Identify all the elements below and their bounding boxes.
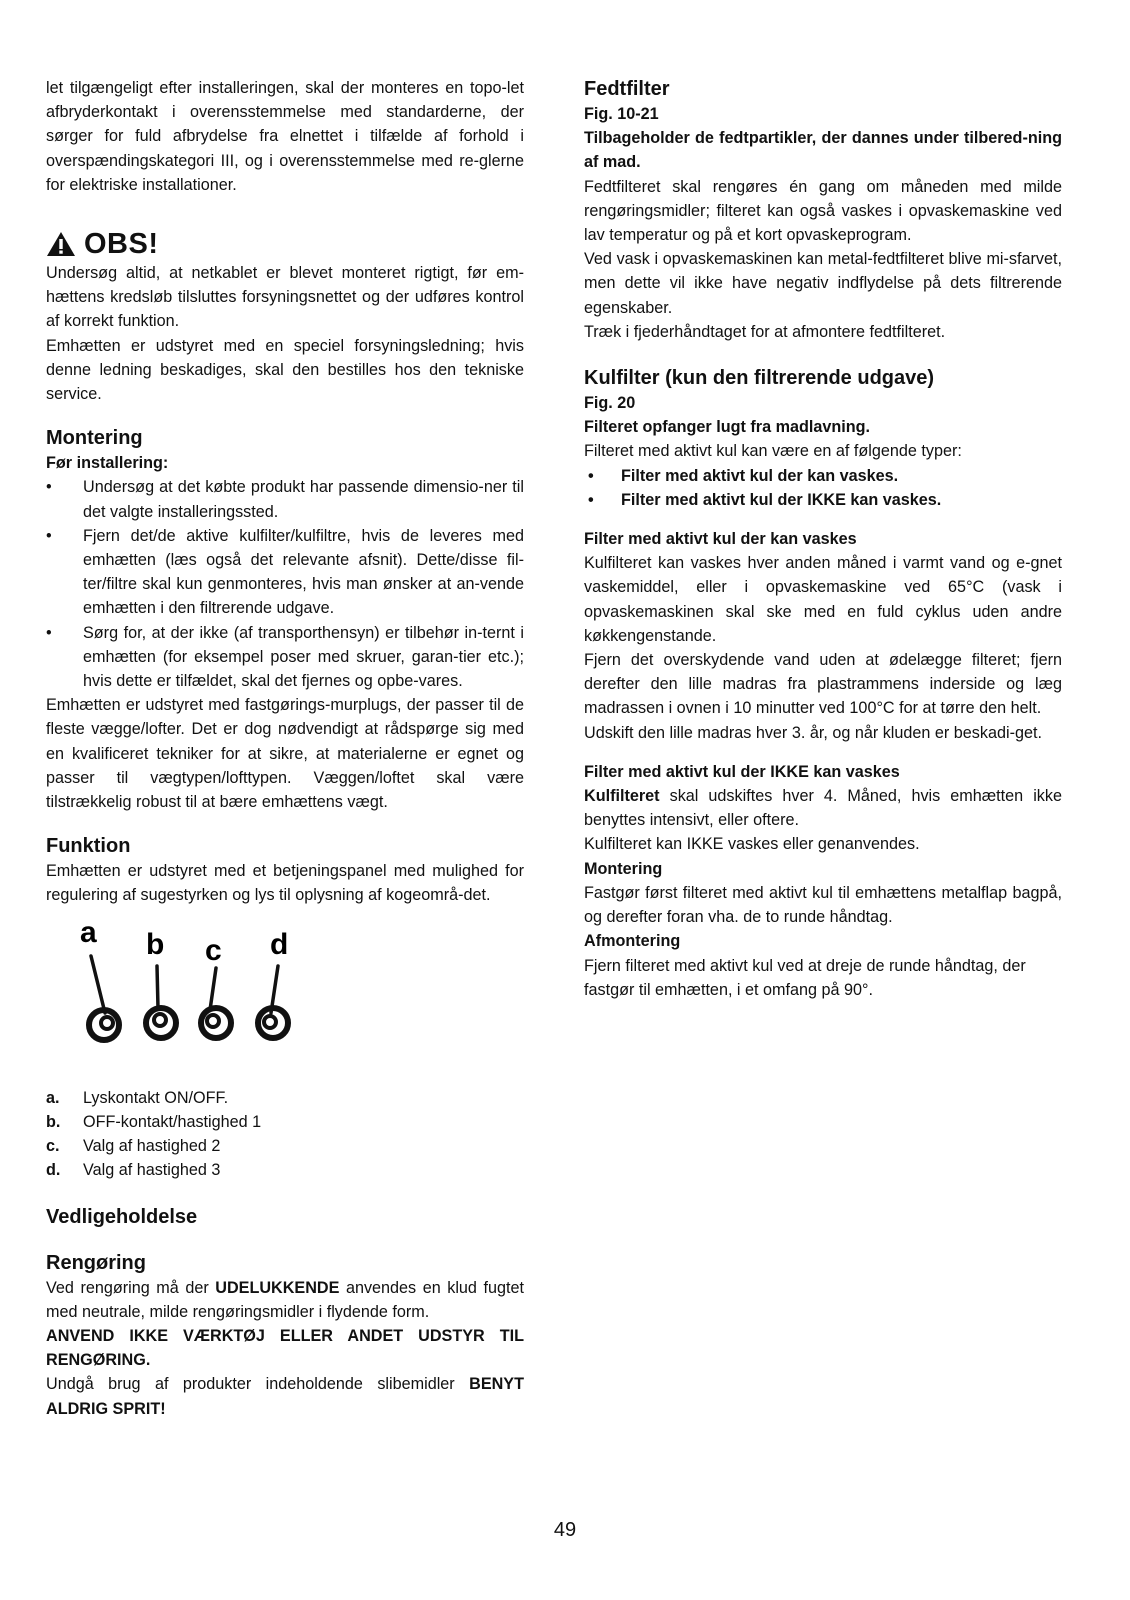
legend-text: OFF-kontakt/hastighed 1 bbox=[83, 1112, 262, 1131]
knob-b bbox=[146, 1008, 176, 1038]
montering-heading: Montering bbox=[46, 427, 143, 450]
knob-label-b: b bbox=[146, 927, 165, 961]
obs-heading bbox=[46, 227, 524, 261]
legend-key: a. bbox=[46, 1088, 60, 1107]
fedtfilter-paragraph-2: Ved vask i opvaskemaskinen kan metal-fedtfilteret blive mi-sfarvet, men dette vil ikke have negativ indflydelse på dets filtrerende egenskaber. bbox=[584, 250, 1062, 317]
afmontering-subheading: Afmontering bbox=[584, 932, 681, 951]
kulfilter-heading: Kulfilter (kun den filtrerende udgave) bbox=[584, 367, 935, 390]
legend-key: b. bbox=[46, 1112, 61, 1131]
legend-row bbox=[46, 1158, 524, 1182]
legend-text: Lyskontakt ON/OFF. bbox=[83, 1088, 229, 1107]
control-knobs-figure bbox=[60, 908, 320, 1058]
knob-label-c: c bbox=[205, 933, 222, 967]
vedligeholdelse-heading: Vedligeholdelse bbox=[46, 1205, 198, 1228]
legend-text: Valg af hastighed 2 bbox=[83, 1137, 221, 1156]
montering-paragraph: Emhætten er udstyret med fastgørings-murplugs, der passer til de fleste vægge/lofter. Det er dog nødvendigt at rådspørge sig med en kvalificeret tekniker for at sikre, at materialerne er egnet og passer til vægtypen/lofttypen. Væggen/loftet skal være tilstrækkelig robust til at bære emhættens vægt. bbox=[46, 696, 524, 812]
rengoring-warning: ANVEND IKKE VÆRKTØJ ELLER ANDET UDSTYR TIL RENGØRING. bbox=[46, 1326, 524, 1370]
fedtfilter-heading: Fedtfilter bbox=[584, 78, 670, 100]
rengoring-paragraph-1 bbox=[46, 1276, 524, 1324]
funktion-paragraph: Emhætten er udstyret med et betjeningspanel med mulighed for regulering af sugestyrken og lys til oplysning af kogeområ-det. bbox=[46, 862, 524, 905]
list-item: • Sørg for, at der ikke (af transporthensyn) er tilbehør in-ternt i emhætten (for eksempel poser med skruer, garan-tier etc.); hvis dette er tilfældet, skal det fjernes og opbe-vares. bbox=[46, 621, 524, 694]
ikke-vask-paragraph-2: Kulfilteret kan IKKE vaskes eller genanvendes. bbox=[584, 835, 920, 854]
vask-paragraph-3: Udskift den lille madras hver 3. år, og når kluden er beskadi-get. bbox=[584, 723, 1042, 742]
vask-subheading: Filter med aktivt kul der kan vaskes bbox=[584, 530, 857, 549]
for-installering-label: Før installering: bbox=[46, 454, 169, 473]
obs-paragraph-1: Undersøg altid, at netkablet er blevet monteret rigtigt, før em-hættens kredsløb tilsluttes forsyningsnettet og der udføres kontrol af korrekt funktion. bbox=[46, 264, 524, 331]
fedtfilter-paragraph-3: Træk i fjederhåndtaget for at afmontere fedtfilteret. bbox=[584, 322, 946, 341]
knob-a bbox=[89, 1010, 119, 1040]
fedtfilter-paragraph-1: Fedtfilteret skal rengøres én gang om måneden med milde rengøringsmidler; filteret kan også vaskes i opvaskemaskine ved lav temperatur og på et kort opvaskeprogram. bbox=[584, 177, 1062, 245]
list-item: • Filter med aktivt kul der kan vaskes. bbox=[584, 464, 1062, 488]
fedtfilter-subtitle: Tilbageholder de fedtpartikler, der dannes under tilbered-ning af mad. bbox=[584, 129, 1062, 172]
kulfilter-types-list bbox=[584, 464, 1062, 512]
legend-key: c. bbox=[46, 1137, 60, 1156]
legend-text: Valg af hastighed 3 bbox=[83, 1161, 221, 1180]
legend-row bbox=[46, 1086, 524, 1110]
list-item: • Filter med aktivt kul der IKKE kan vaskes. bbox=[584, 488, 1062, 512]
rengoring-heading: Rengøring bbox=[46, 1251, 146, 1274]
ikke-vask-paragraph-1 bbox=[584, 784, 1062, 832]
kulfilter-subtitle: Filteret opfanger lugt fra madlavning. bbox=[584, 418, 871, 437]
kulfilteret-emphasis: Kulfilteret bbox=[584, 787, 660, 806]
knob-c bbox=[201, 1008, 231, 1038]
list-item: • Fjern det/de aktive kulfilter/kulfiltre, hvis de leveres med emhætten (læs også det relevante afsnit). Dette/disse fil-ter/filtre skal kun genmonteres, hvis man ønsker at an-vende emhætten i den filtrerende udgave. bbox=[46, 524, 524, 621]
obs-title: OBS! bbox=[84, 228, 159, 261]
legend-row bbox=[46, 1134, 524, 1158]
knob-legend bbox=[46, 1086, 524, 1183]
rengoring-emphasis: UDELUKKENDE bbox=[215, 1278, 340, 1297]
rengoring-sprit-warning: BENYT ALDRIG SPRIT! bbox=[46, 1375, 524, 1418]
ikke-vask-text: skal udskiftes hver 4. Måned, hvis emhætten ikke benyttes intensivt, eller oftere. bbox=[584, 787, 1062, 830]
kulfilter-fig-ref: Fig. 20 bbox=[584, 394, 636, 413]
ikke-vask-subheading: Filter med aktivt kul der IKKE kan vaskes bbox=[584, 762, 900, 781]
legend-key: d. bbox=[46, 1161, 61, 1180]
warning-icon bbox=[46, 231, 76, 257]
obs-paragraph-2: Emhætten er udstyret med en speciel forsyningsledning; hvis denne ledning beskadiges, skal den bestilles hos den tekniske service. bbox=[46, 336, 524, 404]
knob-label-d: d bbox=[270, 927, 289, 961]
kulfilter-paragraph: Filteret med aktivt kul kan være en af følgende typer: bbox=[584, 442, 962, 461]
knob-label-a: a bbox=[80, 915, 97, 949]
knob-d bbox=[258, 1008, 288, 1038]
page-number: 49 bbox=[553, 1519, 577, 1541]
rengoring-paragraph-2 bbox=[46, 1372, 524, 1420]
rengoring-text-d: Undgå brug af produkter indeholdende slibemidler bbox=[46, 1375, 470, 1394]
intro-paragraph: let tilgængeligt efter installeringen, skal der monteres en topo-let afbryderkontakt i overensstemmelse med standarderne, der sørger for fuld afbrydelse fra elnettet i tilfælde af forhold i overspændingskategori III, og i overensstemmelse med re-glerne for elektriske installationer. bbox=[46, 79, 524, 194]
montering-paragraph: Fastgør først filteret med aktivt kul til emhættens metalflap bagpå, og derefter foran vha. de to runde håndtag. bbox=[584, 883, 1062, 927]
legend-row bbox=[46, 1110, 524, 1134]
right-column bbox=[584, 76, 1062, 1002]
fedtfilter-fig-ref: Fig. 10-21 bbox=[584, 105, 659, 123]
rengoring-text-a: Ved rengøring må der bbox=[46, 1278, 216, 1297]
rengoring-text-c: anvendes en klud fugtet med neutrale, milde rengøringsmidler i flydende form. bbox=[46, 1278, 524, 1321]
montering-list bbox=[46, 475, 524, 693]
vask-paragraph-2: Fjern det overskydende vand uden at ødelægge filteret; fjern derefter den lille madras fra plastrammens inderside og læg madrassen i ovnen i 10 minutter ved 100°C for at tørre den helt. bbox=[584, 651, 1062, 718]
montering-subheading: Montering bbox=[584, 859, 663, 878]
vask-paragraph-1: Kulfilteret kan vaskes hver anden måned i varmt vand og e-gnet vaskemiddel, eller i opvaskemaskine ved 65°C (vask i opvaskemaskinen skal ske med en fuld cyklus uden andre køkkengenstande. bbox=[584, 554, 1062, 645]
funktion-heading: Funktion bbox=[46, 835, 131, 858]
left-column bbox=[46, 76, 524, 1421]
list-item: • Undersøg at det købte produkt har passende dimensio-ner til det valgte installeringssted. bbox=[46, 475, 524, 523]
afmontering-paragraph: Fjern filteret med aktivt kul ved at dreje de runde håndtag, der fastgør til emhætten, i et omfang på 90°. bbox=[584, 956, 1026, 999]
